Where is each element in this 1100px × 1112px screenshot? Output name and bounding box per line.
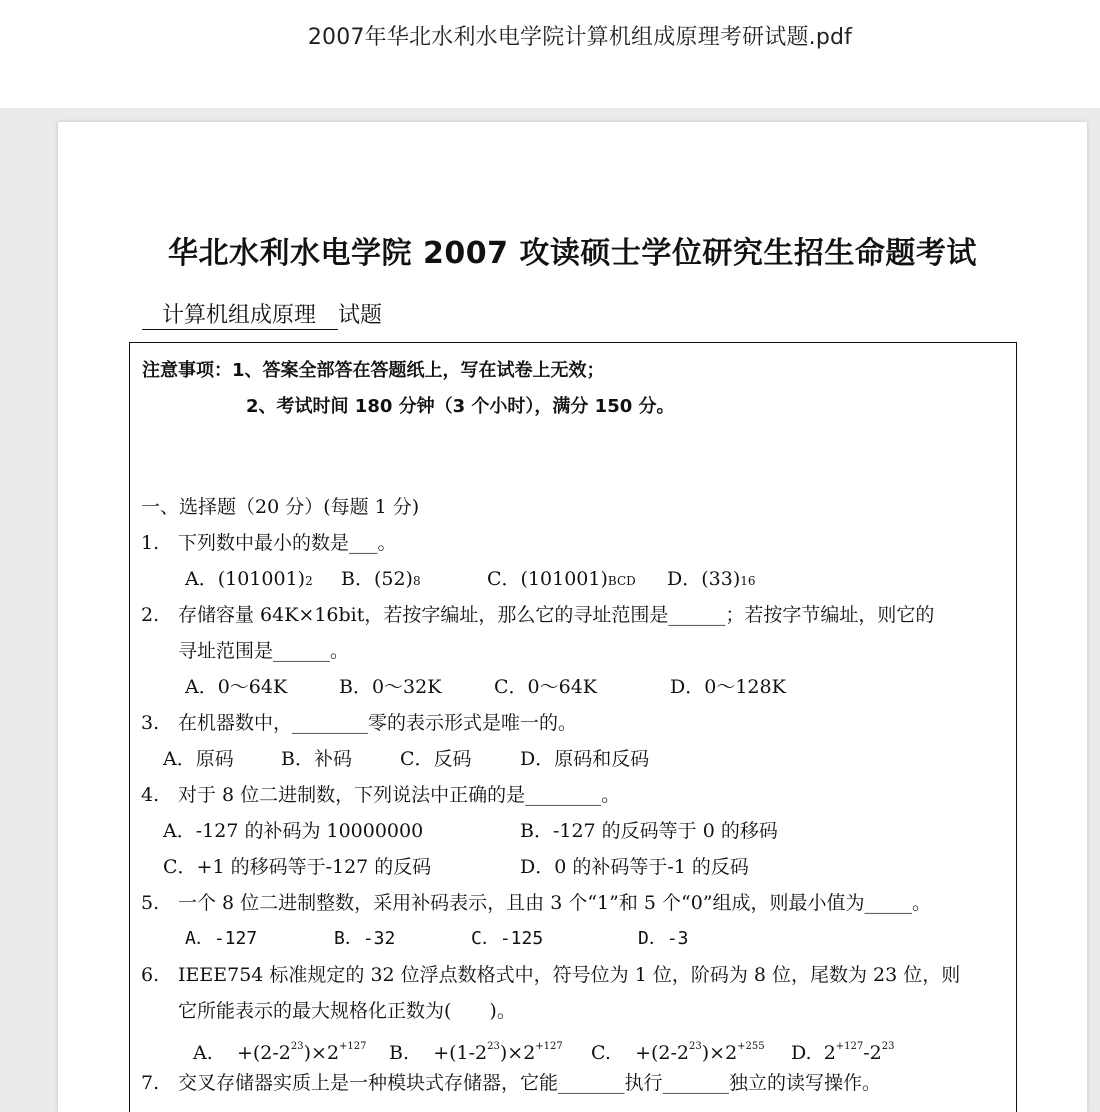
question-number: 2. (141, 604, 160, 626)
option-b: B．(52)8 (341, 568, 421, 590)
question-text: 存储容量 64K×16bit，若按字编址，那么它的寻址范围是______；若按字节编址，则它的 (178, 604, 935, 626)
subject-suffix: 试题 (338, 303, 383, 328)
question-text: 一个 8 位二进制整数，采用补码表示，且由 3 个“1”和 5 个“0”组成，则最小值为_____。 (178, 892, 932, 914)
file-title: 2007年华北水利水电学院计算机组成原理考研试题.pdf (307, 25, 853, 50)
option-d: D．-3 (638, 928, 689, 949)
question-number: 5. (141, 892, 160, 914)
question-text: 在机器数中，________零的表示形式是唯一的。 (178, 712, 578, 734)
question-number: 7. (141, 1072, 160, 1094)
option-b: B．补码 (281, 748, 352, 770)
option-c: C．-125 (471, 928, 544, 949)
option-b: B．-127 的反码等于 0 的移码 (520, 820, 778, 842)
question-5-options (141, 921, 1011, 957)
question-number: 4. (141, 784, 160, 806)
viewer-title-bar (0, 0, 1100, 108)
option-b: B．-32 (334, 928, 396, 949)
option-c: C．反码 (400, 748, 472, 770)
question-3 (141, 705, 1011, 741)
question-2 (141, 597, 1011, 633)
question-text: IEEE754 标准规定的 32 位浮点数格式中，符号位为 1 位，阶码为 8 位，尾数为 23 位，则 (178, 964, 961, 986)
question-6-options (141, 1029, 1011, 1065)
question-6 (141, 957, 1011, 993)
question-3-options (141, 741, 1011, 777)
question-number: 3. (141, 712, 160, 734)
option-b: B. $+(1-2^{23})\times 2^{+127}$ (389, 1041, 563, 1064)
question-text: 对于 8 位二进制数，下列说法中正确的是________。 (178, 784, 621, 806)
option-c: C. $+(2-2^{23})\times 2^{+255}$ (591, 1041, 765, 1064)
question-4-options-row-2 (141, 849, 1011, 885)
option-a: A．-127 (185, 928, 258, 949)
option-a: A．0～64K (185, 676, 288, 698)
option-d: D. $2^{+127}-2^{23}$ (791, 1041, 895, 1064)
question-7 (141, 1065, 1011, 1101)
question-4 (141, 777, 1011, 813)
option-c: C．+1 的移码等于-127 的反码 (163, 856, 432, 878)
question-5 (141, 885, 1011, 921)
question-number: 1. (141, 532, 160, 554)
subject-name: 计算机组成原理 (142, 298, 338, 330)
option-c: C．0～64K (494, 676, 597, 698)
question-2-options (141, 669, 1011, 705)
question-number: 6. (141, 964, 160, 986)
exam-header: 华北水利水电学院 2007 攻读硕士学位研究生招生命题考试 (168, 236, 977, 271)
question-1 (141, 525, 1011, 561)
section-title: 一、选择题（20 分）(每题 1 分) (141, 496, 420, 518)
option-c: C．(101001)BCD (487, 568, 636, 590)
question-1-options (141, 561, 1011, 597)
notice-block (142, 353, 675, 425)
question-4-options-row-1 (141, 813, 1011, 849)
question-2-continued: 寻址范围是______。 (178, 640, 350, 662)
option-a: A．(101001)2 (185, 568, 313, 590)
question-text: 交叉存储器实质上是一种模块式存储器，它能_______执行_______独立的读写操作。 (178, 1072, 882, 1094)
option-d: D．0～128K (670, 676, 786, 698)
option-b: B．0～32K (339, 676, 442, 698)
option-d: D．0 的补码等于-1 的反码 (520, 856, 749, 878)
notice-line-2: 2、考试时间 180 分钟（3 个小时），满分 150 分。 (246, 396, 675, 417)
pdf-page (58, 122, 1087, 1112)
notice-line-1: 注意事项：1、答案全部答在答题纸上，写在试卷上无效； (142, 360, 605, 381)
option-d: D．原码和反码 (520, 748, 650, 770)
question-list (141, 489, 1011, 1101)
subject-line (142, 298, 382, 330)
exam-frame (129, 342, 1017, 1112)
option-a: A．原码 (163, 748, 234, 770)
option-d: D．(33)16 (667, 568, 756, 590)
question-text: 下列数中最小的数是___。 (178, 532, 397, 554)
option-a: A. $+(2-2^{23})\times 2^{+127}$ (193, 1041, 367, 1064)
option-a: A．-127 的补码为 10000000 (163, 820, 424, 842)
question-6-continued: 它所能表示的最大规格化正数为( )。 (178, 1000, 516, 1022)
